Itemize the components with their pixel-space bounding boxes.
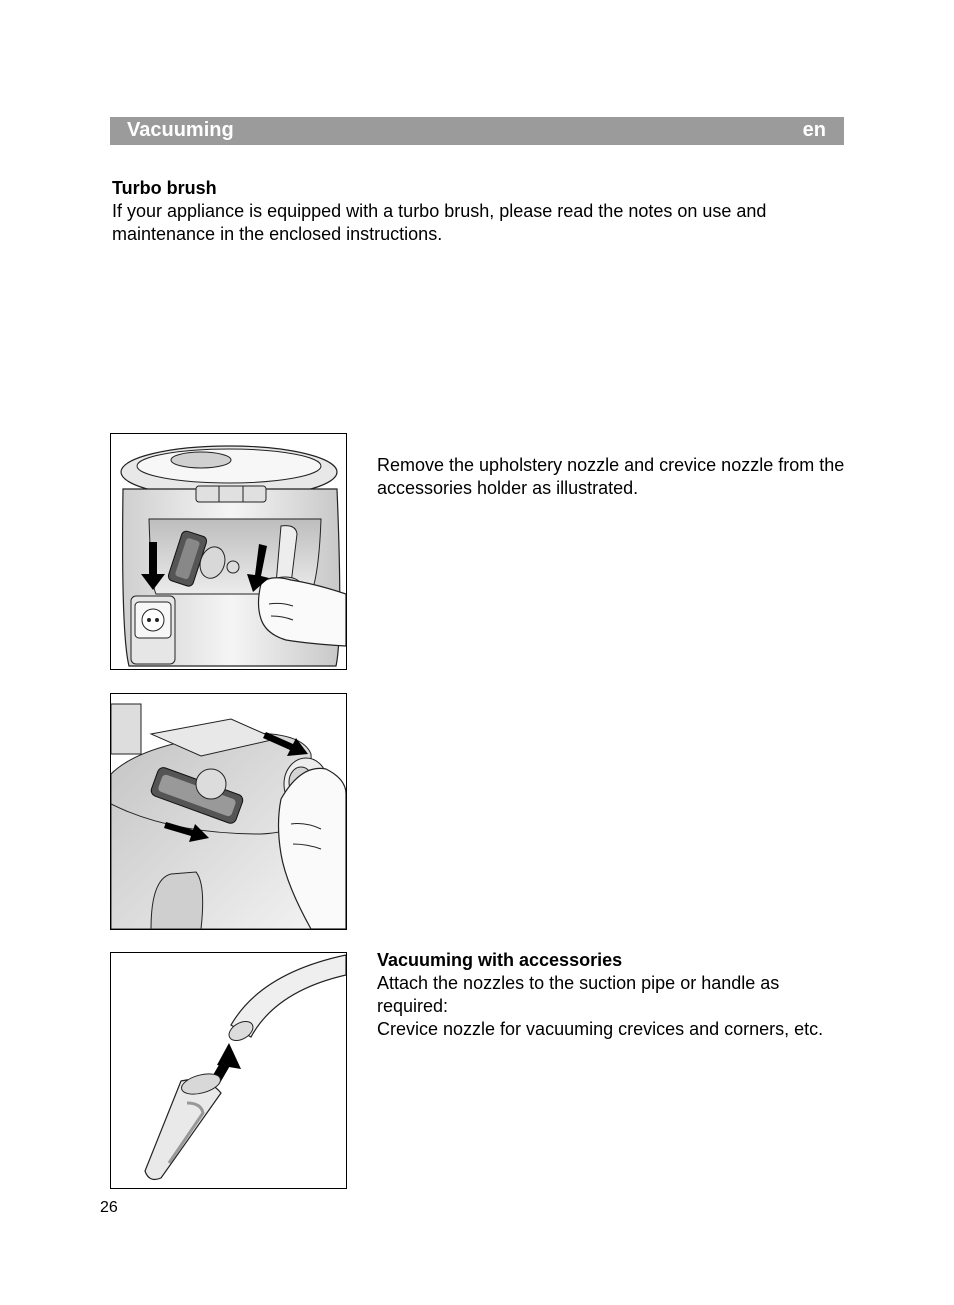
turbo-brush-heading: Turbo brush — [112, 178, 217, 198]
language-label: en — [802, 119, 826, 141]
step1-text: Remove the upholstery nozzle and crevice nozzle from the accessories holder as illustrated. — [377, 455, 845, 498]
turbo-brush-body: If your appliance is equipped with a turbo brush, please read the notes on use and maintenance in the enclosed instructions. — [112, 201, 767, 244]
page-number: 26 — [100, 1199, 118, 1216]
illustration-remove-nozzles — [110, 433, 347, 670]
accessories-line1: Attach the nozzles to the suction pipe or handle as required: — [377, 973, 780, 1016]
section-title: Vacuuming — [127, 119, 234, 141]
accessories-line2: Crevice nozzle for vacuuming crevices and corners, etc. — [377, 1019, 824, 1039]
illustration-attach-crevice-nozzle — [110, 952, 347, 1189]
section-header-bar — [110, 117, 844, 145]
turbo-brush-section — [112, 177, 832, 246]
accessories-heading: Vacuuming with accessories — [377, 950, 623, 970]
illustration-pull-out-nozzles — [110, 693, 347, 930]
accessories-section — [377, 949, 847, 1041]
